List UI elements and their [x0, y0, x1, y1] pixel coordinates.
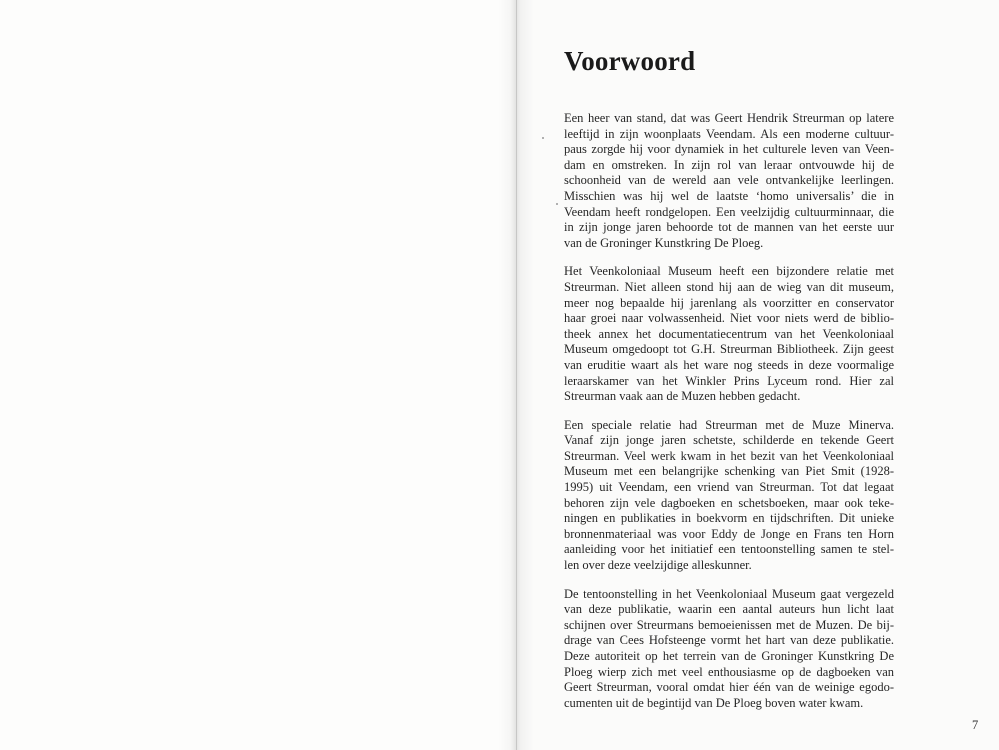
- text-line: ningen en publikaties in boekvorm en tijdschriften. Dit unieke: [564, 511, 894, 526]
- paper-speck: [556, 203, 558, 205]
- paragraph: [564, 264, 894, 404]
- text-line: bronnenmateriaal was voor Eddy de Jonge en Frans ten Horn: [564, 526, 894, 541]
- text-line: Een speciale relatie had Streurman met de Muze Minerva.: [564, 417, 894, 432]
- paragraph: [564, 418, 894, 574]
- paragraph: [564, 587, 894, 712]
- text-line: Vanaf zijn jonge jaren schetste, schilderde en tekende Geert: [564, 433, 894, 448]
- paragraph: [564, 111, 894, 251]
- text-line: De tentoonstelling in het Veenkoloniaal Museum gaat vergezeld: [564, 586, 894, 601]
- text-line: drage van Cees Hofsteenge vormt het hart van deze publikatie.: [564, 633, 894, 648]
- text-line: Museum omgedoopt tot G.H. Streurman Bibliotheek. Zijn geest: [564, 342, 894, 357]
- text-line: Museum met een belangrijke schenking van Piet Smit (1928-: [564, 464, 894, 479]
- text-line: Ploeg wierp zich met veel enthousiasme op de dagboeken van: [564, 664, 894, 679]
- text-line: dam en omstreken. In zijn rol van leraar ontvouwde hij de: [564, 157, 894, 172]
- text-line: leeftijd in zijn woonplaats Veendam. Als een moderne cultuur-: [564, 126, 894, 141]
- text-line: haar groei naar volwassenheid. Niet voor niets werd de biblio-: [564, 311, 894, 326]
- text-line: van deze publikatie, waarin een aantal auteurs hun licht laat: [564, 602, 894, 617]
- text-line: len over deze veelzijdige alleskunner.: [564, 558, 752, 573]
- body-text: [564, 111, 894, 724]
- page-title: Voorwoord: [564, 46, 696, 76]
- text-line: van de Groninger Kunstkring De Ploeg.: [564, 235, 764, 250]
- page-fold: [516, 0, 517, 750]
- text-line: theek annex het documentatiecentrum van het Veenkoloniaal: [564, 326, 894, 341]
- text-line: 1995) uit Veendam, een vriend van Streurman. Tot dat legaat: [564, 480, 894, 495]
- text-line: schoonheid van de wereld aan vele ontvankelijke leerlingen.: [564, 173, 894, 188]
- text-line: Veendam heeft rondgelopen. Een veelzijdig cultuurminnaar, die: [564, 204, 894, 219]
- text-line: Streurman. Veel werk kwam in het bezit van het Veenkoloniaal: [564, 448, 894, 463]
- text-line: Misschien was hij wel de laatste ‘homo universalis’ die in: [564, 188, 894, 203]
- text-line: Streurman. Niet alleen stond hij aan de wieg van dit museum,: [564, 279, 894, 294]
- text-line: Het Veenkoloniaal Museum heeft een bijzondere relatie met: [564, 264, 894, 279]
- text-line: Deze autoriteit op het terrein van de Groninger Kunstkring De: [564, 649, 894, 663]
- text-line: cumenten uit de begintijd van De Ploeg boven water kwam.: [564, 695, 864, 710]
- text-line: meer nog bepaalde hij jarenlang als voorzitter en conservator: [564, 295, 894, 310]
- text-line: in zijn jonge jaren behoorde tot de mannen van het eerste uur: [564, 220, 894, 235]
- text-line: Geert Streurman, vooral omdat hier één van de weinige egodo-: [564, 680, 894, 695]
- paper-speck: [542, 137, 544, 139]
- text-line: van eruditie waart als het ware nog steeds in deze voormalige: [564, 357, 894, 372]
- text-line: paus zorgde hij voor dynamiek in het culturele leven van Veen-: [564, 142, 894, 157]
- text-line: leraarskamer van het Winkler Prins Lyceum rond. Hier zal: [564, 373, 894, 388]
- text-line: aanleiding voor het initiatief een tentoonstelling samen te stel-: [564, 542, 894, 557]
- text-line: Streurman vaak aan de Muzen hebben gedacht.: [564, 389, 801, 404]
- text-line: behoren zijn vele dagboeken en schetsboeken, maar ook teke-: [564, 495, 894, 510]
- page-number: 7: [972, 718, 979, 732]
- text-line: Een heer van stand, dat was Geert Hendrik Streurman op latere: [564, 111, 894, 125]
- text-line: schijnen over Streurmans bemoeienissen met de Muzen. De bij-: [564, 617, 894, 632]
